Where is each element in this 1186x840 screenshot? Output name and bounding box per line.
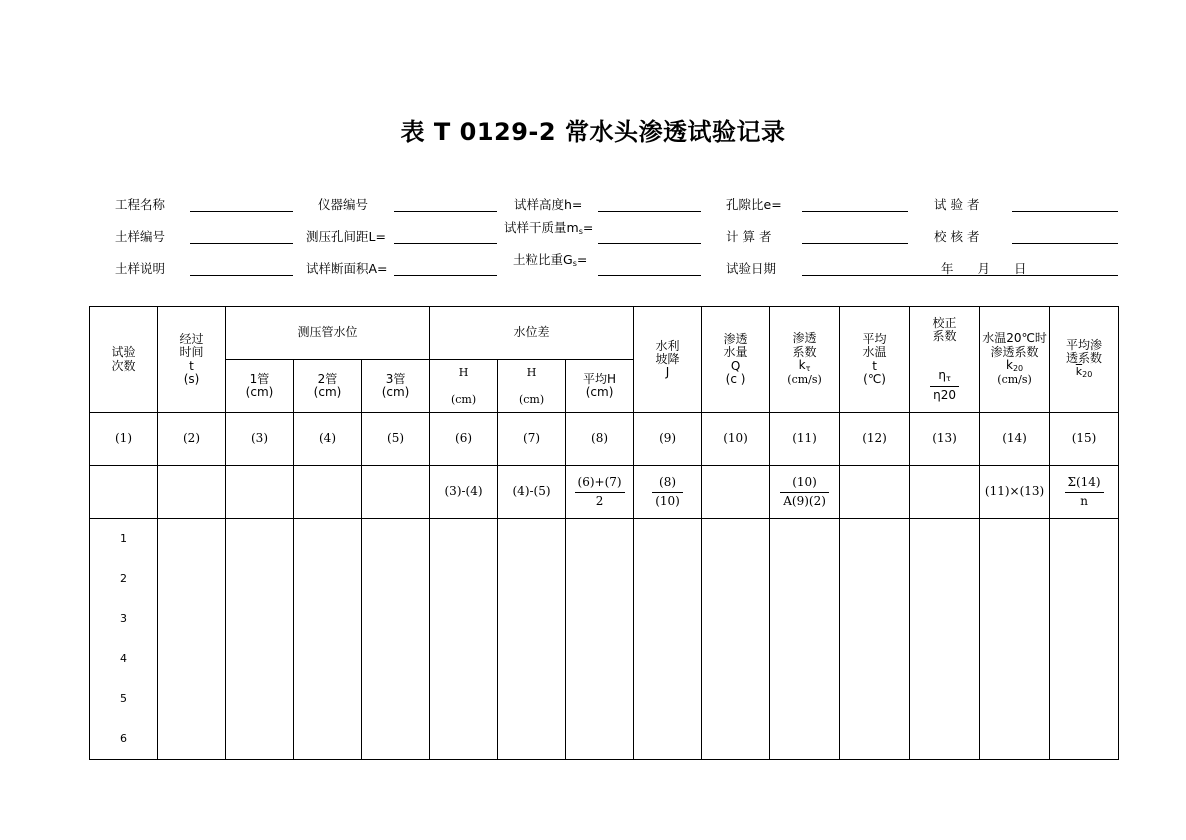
- formula-7: (4)-(5): [498, 466, 566, 519]
- formula-14: (11)×(13): [980, 466, 1050, 519]
- data-cell[interactable]: [566, 519, 634, 760]
- test-date-label: 试验日期: [726, 261, 777, 276]
- data-cell[interactable]: [430, 519, 498, 760]
- data-cell[interactable]: [634, 519, 702, 760]
- soil-desc-field[interactable]: [190, 275, 293, 276]
- col-num: (15): [1050, 413, 1119, 466]
- col-num: (2): [158, 413, 226, 466]
- project-name-field[interactable]: [190, 211, 293, 212]
- header-avg-H: 平均H (cm): [566, 360, 634, 413]
- dry-mass-label: 试样干质量$m_s=$: [504, 220, 594, 236]
- header-tube-3: 3管 (cm): [362, 360, 430, 413]
- header-k20: 水温20℃时 渗透系数 $k_{20}$ (cm/s): [980, 307, 1050, 413]
- formula-6: (3)-(4): [430, 466, 498, 519]
- checker-label: 校 核 者: [934, 229, 980, 244]
- formula-cell[interactable]: [362, 466, 430, 519]
- specific-gravity-field[interactable]: [598, 275, 701, 276]
- col-num: (5): [362, 413, 430, 466]
- trial-row-label: 1: [120, 531, 127, 545]
- header-avg-k: 平均渗 透系数 $\overline{k}_{20}$: [1050, 307, 1119, 413]
- header-water-temp: 平均 水温 t (℃): [840, 307, 910, 413]
- header-H1: H (cm): [430, 360, 498, 413]
- dry-mass-field[interactable]: [598, 243, 701, 244]
- checker-field[interactable]: [1012, 243, 1118, 244]
- formula-cell[interactable]: [294, 466, 362, 519]
- tester-label: 试 验 者: [934, 197, 980, 212]
- col-num: (14): [980, 413, 1050, 466]
- header-H2: H (cm): [498, 360, 566, 413]
- section-area-field[interactable]: [394, 275, 497, 276]
- trial-row-label: 6: [120, 731, 127, 745]
- data-cell[interactable]: [980, 519, 1050, 760]
- section-area-label: 试样断面积A=: [306, 261, 388, 276]
- soil-no-field[interactable]: [190, 243, 293, 244]
- formula-cell[interactable]: [702, 466, 770, 519]
- col-num: (3): [226, 413, 294, 466]
- instrument-no-label: 仪器编号: [318, 197, 369, 212]
- col-num: (8): [566, 413, 634, 466]
- project-name-label: 工程名称: [115, 197, 166, 212]
- col-num: (11): [770, 413, 840, 466]
- col-num: (6): [430, 413, 498, 466]
- data-cell[interactable]: [1050, 519, 1119, 760]
- void-ratio-field[interactable]: [802, 211, 908, 212]
- sample-height-label: 试样高度h=: [514, 197, 583, 212]
- tester-field[interactable]: [1012, 211, 1118, 212]
- header-tube-2: 2管 (cm): [294, 360, 362, 413]
- header-piezometer: 测压管水位: [226, 307, 430, 360]
- col-num: (12): [840, 413, 910, 466]
- formula-11: $\frac{(10)}{A(9)(2)}$: [770, 466, 840, 519]
- header-head-diff: 水位差: [430, 307, 634, 360]
- col-num: (7): [498, 413, 566, 466]
- formula-cell[interactable]: [226, 466, 294, 519]
- data-cell[interactable]: [498, 519, 566, 760]
- trial-row-label: 3: [120, 611, 127, 625]
- record-table: [89, 306, 1119, 760]
- header-flow: 渗透 水量 Q (c ): [702, 307, 770, 413]
- formula-8: $\frac{(6)+(7)}{2}$: [566, 466, 634, 519]
- formula-cell[interactable]: [158, 466, 226, 519]
- formula-cell[interactable]: [910, 466, 980, 519]
- col-num: (10): [702, 413, 770, 466]
- instrument-no-field[interactable]: [394, 211, 497, 212]
- data-cell[interactable]: [294, 519, 362, 760]
- header-permeability: 渗透 系数 $k_\tau$ (cm/s): [770, 307, 840, 413]
- data-cell[interactable]: [362, 519, 430, 760]
- sample-height-field[interactable]: [598, 211, 701, 212]
- data-cell[interactable]: [158, 519, 226, 760]
- specific-gravity-label: 土粒比重$G_s=$: [513, 252, 588, 268]
- date-format-text: 年 月 日: [941, 261, 1037, 276]
- data-cell[interactable]: [702, 519, 770, 760]
- trial-numbers: [90, 519, 158, 760]
- formula-cell[interactable]: [840, 466, 910, 519]
- data-cell[interactable]: [910, 519, 980, 760]
- data-cell[interactable]: [226, 519, 294, 760]
- formula-15: $\frac{\Sigma(14)}{n}$: [1050, 466, 1119, 519]
- col-num: (1): [90, 413, 158, 466]
- col-num: (9): [634, 413, 702, 466]
- trial-row-label: 4: [120, 651, 127, 665]
- page-title: 表 T 0129-2 常水头渗透试验记录: [400, 118, 786, 146]
- trial-row-label: 2: [120, 571, 127, 585]
- header-tube-1: 1管 (cm): [226, 360, 294, 413]
- calculator-field[interactable]: [802, 243, 908, 244]
- header-correction: 校正 系数 $\frac{\eta_\tau}{\eta 20}$: [910, 307, 980, 413]
- piezometer-spacing-field[interactable]: [394, 243, 497, 244]
- col-num: (4): [294, 413, 362, 466]
- trial-row-label: 5: [120, 691, 127, 705]
- data-cell[interactable]: [770, 519, 840, 760]
- header-elapsed-time: 经过 时间 t (s): [158, 307, 226, 413]
- void-ratio-label: 孔隙比e=: [726, 197, 782, 212]
- soil-desc-label: 土样说明: [115, 261, 166, 276]
- header-trial: 试验 次数: [90, 307, 158, 413]
- soil-no-label: 土样编号: [115, 229, 166, 244]
- formula-cell[interactable]: [90, 466, 158, 519]
- piezometer-spacing-label: 测压孔间距L=: [306, 229, 386, 244]
- header-gradient: 水利 坡降 J: [634, 307, 702, 413]
- formula-9: $\frac{(8)}{(10)}$: [634, 466, 702, 519]
- data-cell[interactable]: [840, 519, 910, 760]
- calculator-label: 计 算 者: [726, 229, 772, 244]
- col-num: (13): [910, 413, 980, 466]
